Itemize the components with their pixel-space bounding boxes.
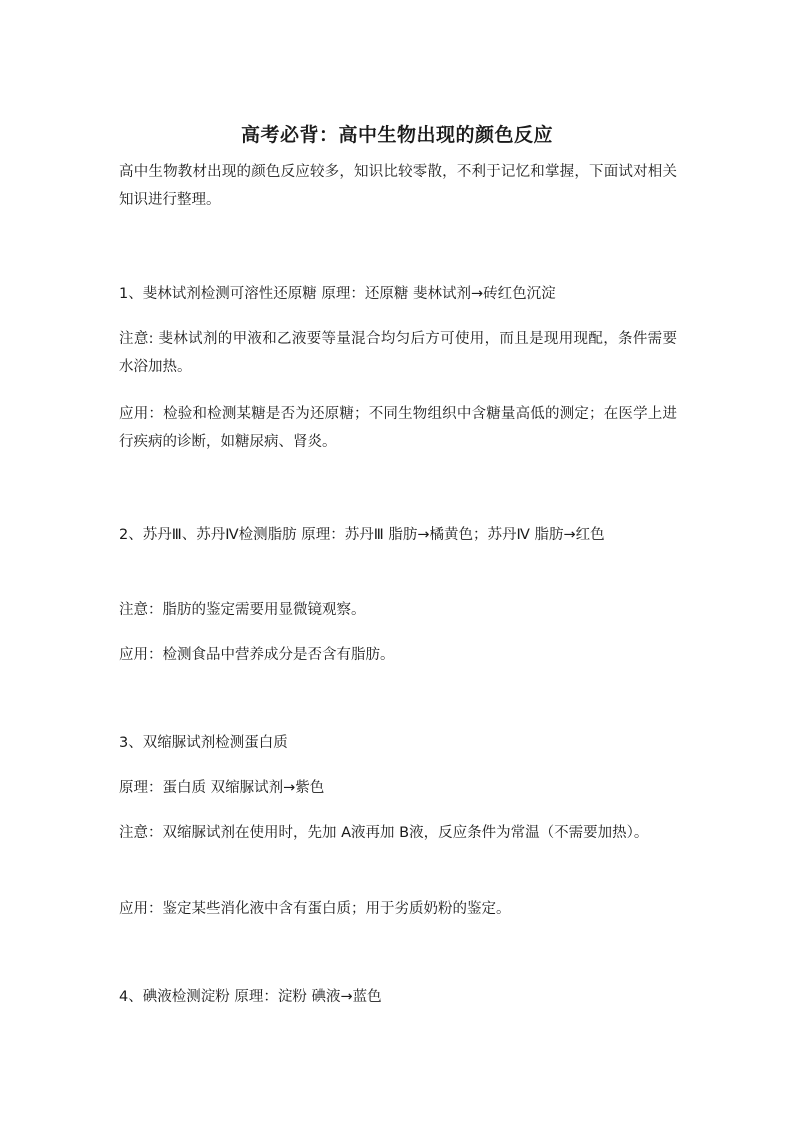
intro-paragraph: 高中生物教材出现的颜色反应较多，知识比较零散，不利于记忆和掌握，下面试对相关知识进行整理。 [119,164,677,208]
page-title: 高考必背：高中生物出现的颜色反应 [240,124,553,146]
section-4-heading: 4、碘液检测淀粉 原理：淀粉 碘液→蓝色 [119,989,382,1005]
section-2-heading: 2、苏丹Ⅲ、苏丹Ⅳ检测脂肪 原理：苏丹Ⅲ 脂肪→橘黄色；苏丹Ⅳ 脂肪→红色 [119,527,605,543]
section-3-application: 应用：鉴定某些消化液中含有蛋白质；用于劣质奶粉的鉴定。 [119,901,511,917]
section-1-note: 注意: 斐林试剂的甲液和乙液要等量混合均匀后方可使用，而且是现用现配，条件需要水浴加热。 [119,331,677,375]
section-1-application: 应用：检验和检测某糖是否为还原糖；不同生物组织中含糖量高低的测定；在医学上进行疾病的诊断，如糖尿病、肾炎。 [119,406,677,450]
section-3-principle: 原理：蛋白质 双缩脲试剂→紫色 [119,780,325,796]
section-3-heading: 3、双缩脲试剂检测蛋白质 [119,735,288,751]
section-2-note: 注意：脂肪的鉴定需要用显微镜观察。 [119,602,366,618]
section-2-application: 应用：检测食品中营养成分是否含有脂肪。 [119,647,395,663]
section-3-note: 注意：双缩脲试剂在使用时，先加 A液再加 B液，反应条件为常温（不需要加热）。 [119,825,649,841]
section-1-heading: 1、斐林试剂检测可溶性还原糖 原理：还原糖 斐林试剂→砖红色沉淀 [119,286,556,302]
